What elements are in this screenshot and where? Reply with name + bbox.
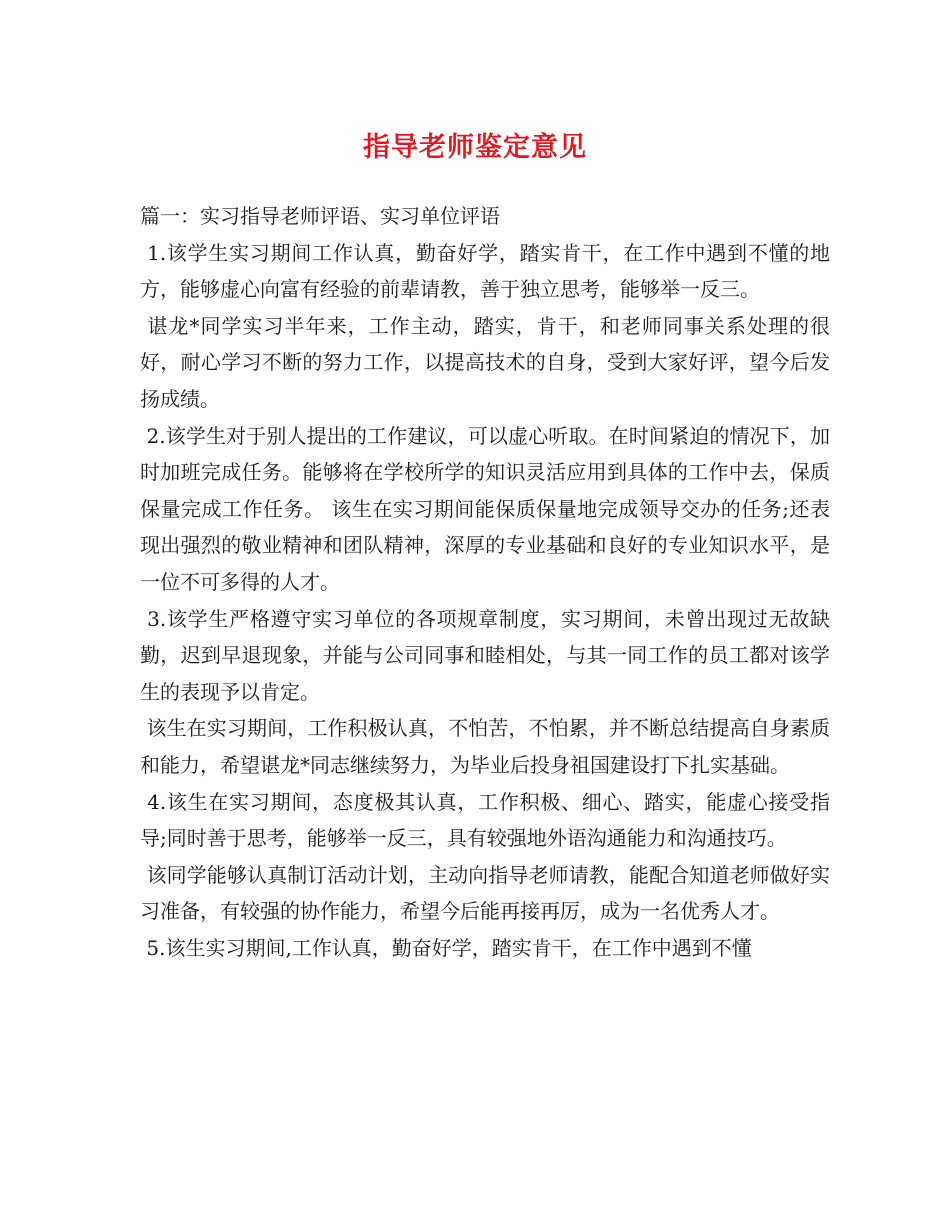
paragraph-heading: 篇一：实习指导老师评语、实习单位评语 bbox=[140, 204, 500, 228]
paragraph: 4.该生在实习期间，态度极其认真，工作积极、细心、踏实，能虚心接受指导;同时善于思考，能够举一反三，具有较强地外语沟通能力和沟通技巧。 bbox=[140, 789, 830, 851]
paragraph: 2.该学生对于别人提出的工作建议，可以虚心听取。在时间紧迫的情况下，加时加班完成任务。能够将在学校所学的知识灵活应用到具体的工作中去，保质保量完成工作任务。 该生在实习期间能保质保量地完成领导交办的任务;还表现出强烈的敬业精神和团队精神，深厚的专业基础和良好的专业知识水平，是一位不可多得的人才。 bbox=[140, 423, 830, 594]
paragraph: 1.该学生实习期间工作认真，勤奋好学，踏实肯干，在工作中遇到不懂的地方，能够虚心向富有经验的前辈请教，善于独立思考，能够举一反三。 bbox=[140, 240, 830, 302]
document-title: 指导老师鉴定意见 bbox=[363, 132, 587, 163]
paragraph: 该同学能够认真制订活动计划，主动向指导老师请教，能配合知道老师做好实习准备，有较强的协作能力，希望今后能再接再厉，成为一名优秀人才。 bbox=[140, 862, 831, 924]
paragraph: 3.该学生严格遵守实习单位的各项规章制度，实习期间，未曾出现过无故缺勤，迟到早退现象，并能与公司同事和睦相处，与其一同工作的员工都对该学生的表现予以肯定。 bbox=[140, 606, 830, 704]
paragraph: 谌龙*同学实习半年来，工作主动，踏实，肯干，和老师同事关系处理的很好，耐心学习不断的努力工作，以提高技术的自身，受到大家好评，望今后发扬成绩。 bbox=[140, 313, 831, 411]
document-body bbox=[140, 198, 830, 966]
paragraph: 5.该生实习期间,工作认真，勤奋好学，踏实肯干，在工作中遇到不懂 bbox=[140, 935, 752, 960]
paragraph: 该生在实习期间，工作积极认真，不怕苦，不怕累，并不断总结提高自身素质和能力，希望谌龙*同志继续努力，为毕业后投身祖国建设打下扎实基础。 bbox=[140, 716, 831, 777]
